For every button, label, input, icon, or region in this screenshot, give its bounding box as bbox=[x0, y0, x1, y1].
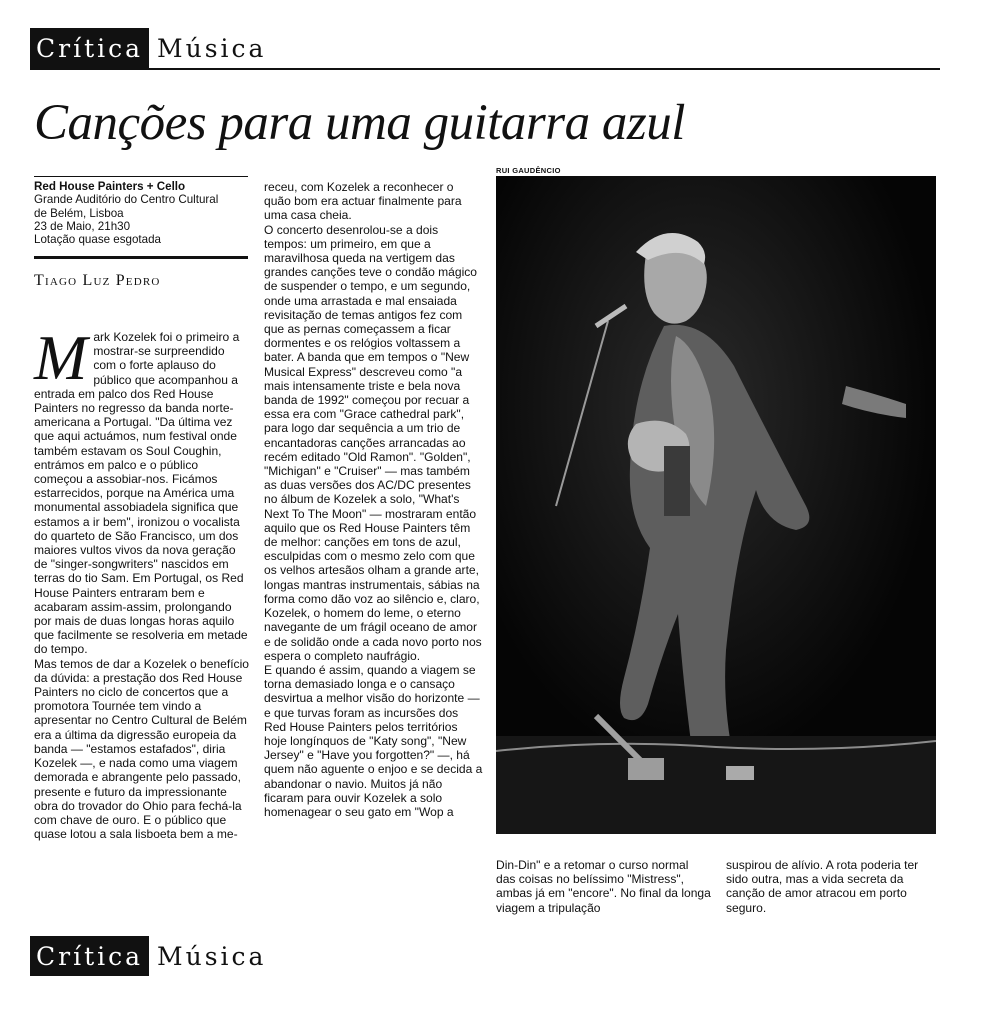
section-header-bottom bbox=[30, 936, 266, 976]
paragraph-2: Mas temos de dar a Kozelek o benefício da dúvida: a prestação dos Red House Painters no ciclo de concertos que a promotora Tournée tem vindo a apresentar no Centro Cultural de Belém era a última da digressão europeia da banda — "estamos estafados", diria Kozelek —, e nada como uma viagem demorada e abrangente pelo passado, presente e futuro da impressionante obra do trovador do Ohio para fechá-la com chave de ouro. E o público que quase lotou a sala lisboeta bem a me- bbox=[34, 656, 249, 842]
header-rule bbox=[30, 68, 940, 70]
section-header-top bbox=[30, 28, 266, 68]
info-venue-1: Grande Auditório do Centro Cultural bbox=[34, 193, 219, 207]
article-author: Tiago Luz Pedro bbox=[34, 272, 161, 289]
concert-info bbox=[34, 180, 246, 246]
info-date: 23 de Maio, 21h30 bbox=[34, 219, 131, 233]
section-label-critica-bottom: Crítica bbox=[30, 936, 149, 976]
performer-silhouette bbox=[496, 176, 936, 834]
article-column-2 bbox=[264, 180, 483, 819]
paragraph-4: O concerto desenrolou-se a dois tempos: um primeiro, em que a maravilhosa queda na vertigem das grandes canções teve o condão mágico de suspender o tempo, e um segundo, onde uma arrastada e mal ensaiada revisitação de temas antigos fez com que as pernas começassem a ficar dormentes e os relógios voltassem a bater. A banda que em tempos o "New Musical Express" descreveu como "a mais intensamente triste e bela nova banda de 1992" começou por recuar a essa era com "Grace cathedral park", para logo dar sequência a um trio de encantadoras canções arrancadas ao recém editado "Old Ramon". "Golden", "Michigan" e "Cruiser" — mas também as duas versões dos AC/DC presentes no álbum de Kozelek a solo, "What's Next To The Moon" — mostraram então aquilo que os Red House Painters têm de melhor: canções em tons de azul, esculpidas com o mesmo zelo com que os velhos artesãos olham a grande arte, longas mantras instrumentais, sábias na forma como dão voz ao silêncio e, claro, Kozelek, o homem do leme, o eterno navegante de um frágil oceano de amor e de solidão onde a cada novo porto nos espera o completo naufrágio. bbox=[264, 222, 482, 663]
photo-credit: RUI GAUDÊNCIO bbox=[496, 166, 561, 175]
article-column-4 bbox=[726, 858, 938, 915]
section-label-critica: Crítica bbox=[30, 28, 149, 68]
section-label-musica-bottom: Música bbox=[157, 941, 267, 971]
info-band: Red House Painters + Cello bbox=[34, 180, 186, 193]
paragraph-1-text: ark Kozelek foi o primeiro a mostrar-se surpreendido com o forte aplauso do público que acompanhou a entrada em palco dos Red House Painters no regresso da banda norte-americana a Portugal. "Da última vez que aqui actuámos, num festival onde também estavam os Soul Coughin, entrámos em palco e o público começou a assobiar-nos. Ficámos estarrecidos, porque na América uma monumental assobiadela significa que estamos a ir bem", ironizou o vocalista do quarteto de São Francisco, um dos maiores vultos vivos da nova geração de "singer-songwriters" nascidos em terras do tio Sam. Em Portugal, os Red House Painters entraram bem e acabaram assim-assim, prolongando por mais de duas longas horas aquilo que facilmente se resolveria em metade do tempo. bbox=[34, 330, 248, 657]
info-attendance: Lotação quase esgotada bbox=[34, 233, 161, 247]
paragraph-7: suspirou de alívio. A rota poderia ter sido outra, mas a vida secreta da canção de amor atracou em porto seguro. bbox=[726, 858, 919, 915]
paragraph-6: Din-Din" e a retomar o curso normal das coisas no belíssimo "Mistress", ambas já em "encore". No final da longa viagem a tripulação bbox=[496, 858, 711, 915]
info-venue-2: de Belém, Lisboa bbox=[34, 206, 124, 220]
infobox-bottom-rule bbox=[34, 256, 248, 259]
paragraph-1 bbox=[34, 322, 250, 657]
article-column-3 bbox=[496, 858, 711, 915]
concert-photo bbox=[496, 176, 936, 834]
paragraph-5: E quando é assim, quando a viagem se torna demasiado longa e o cansaço desvirtua a melhor visão do horizonte — e que turvas foram as incursões dos Red House Painters pelos territórios hoje longínquos de "Katy song", "New Jersey" e "Have you forgotten?" —, há quem não aguente o enjoo e se decida a abandonar o navio. Muitos já não ficaram para ouvir Kozelek a solo homenagear o seu gato em "Wop a bbox=[264, 662, 483, 819]
paragraph-3: receu, com Kozelek a reconhecer o quão bom era actuar finalmente para uma casa cheia. bbox=[264, 180, 462, 223]
section-label-musica: Música bbox=[157, 33, 267, 63]
drop-cap: M bbox=[34, 322, 88, 393]
article-column-1 bbox=[34, 322, 250, 842]
article-headline: Canções para uma guitarra azul bbox=[34, 95, 685, 151]
infobox-top-rule bbox=[34, 176, 248, 177]
